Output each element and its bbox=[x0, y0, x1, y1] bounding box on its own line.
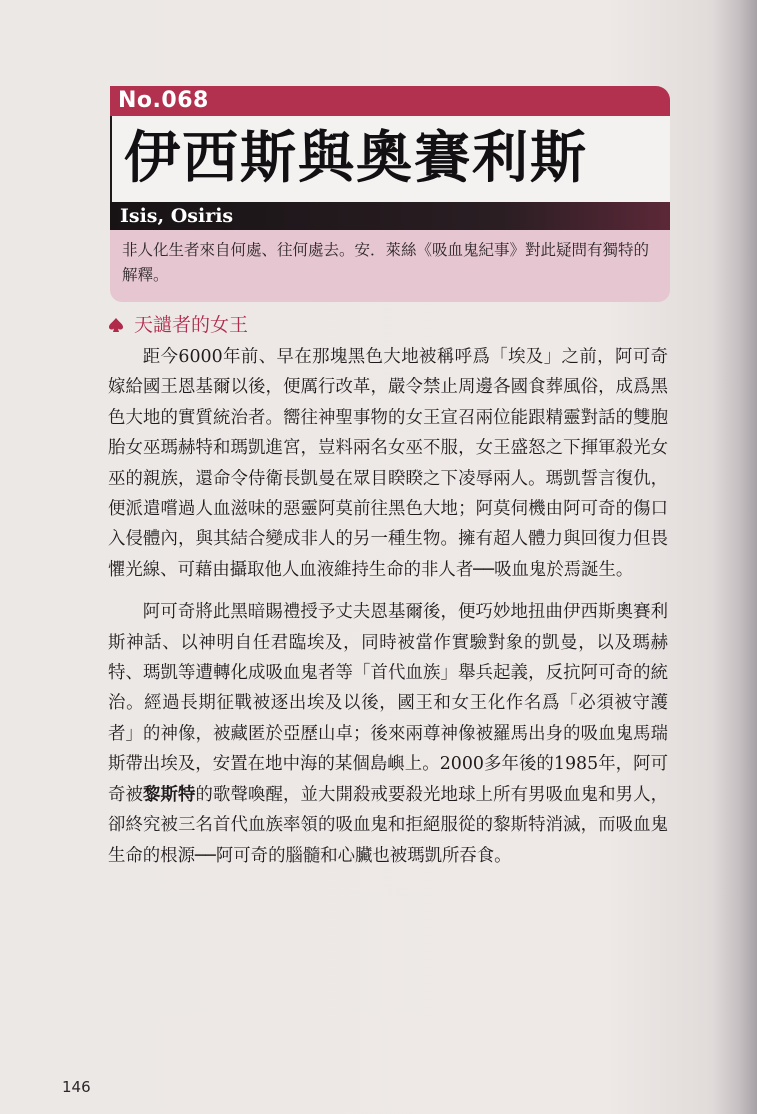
paragraph-1: 距今6000年前、早在那塊黑色大地被稱呼爲「埃及」之前，阿可奇嫁給國王恩基爾以後，便厲行改革，嚴令禁止周邊各國食葬風俗，成爲黑色大地的實質統治者。嚮往神聖事物的女王宣召兩位能跟精靈對話的雙胞胎女巫瑪赫特和瑪凱進宮，豈料兩名女巫不服，女王盛怒之下揮軍殺光女巫的親族，還命令侍衛長凱曼在眾目睽睽之下凌辱兩人。瑪凱誓言復仇，便派遣嚐過人血滋味的惡靈阿莫前往黑色大地；阿莫伺機由阿可奇的傷口入侵體內，與其結合變成非人的另一種生物。擁有超人體力與回復力但畏懼光線、可藉由攝取他人血液維持生命的非人者──吸血鬼於焉誕生。 bbox=[108, 347, 668, 580]
entry-number-bar bbox=[110, 86, 670, 116]
paragraph-2 bbox=[108, 597, 668, 871]
page-gutter-shadow bbox=[713, 0, 757, 1114]
section-heading bbox=[108, 310, 248, 340]
section-heading-text: 天譴者的女王 bbox=[134, 314, 249, 336]
paragraph-2-part-1: 阿可奇將此黑暗賜禮授予丈夫恩基爾後，便巧妙地扭曲伊西斯奧賽利斯神話、以神明自任君臨埃及，同時被當作實驗對象的凱曼，以及瑪赫特、瑪凱等遭轉化成吸血鬼者等「首代血族」舉兵起義，反抗阿可奇的統治。經過長期征戰被逐出埃及以後，國王和女王化作名爲「必須被守護者」的神像，被藏匿於亞歷山卓；後來兩尊神像被羅馬出身的吸血鬼馬瑞斯帶出埃及，安置在地中海的某個島嶼上。2000多年後的1985年，阿可奇被 bbox=[108, 602, 668, 805]
body-text bbox=[108, 342, 668, 871]
page-subtitle: Isis, Osiris bbox=[120, 205, 234, 227]
subtitle-bar bbox=[110, 202, 670, 230]
page-title: 伊西斯與奧賽利斯 bbox=[124, 126, 588, 191]
summary-text: 非人化生者來自何處、往何處去。安．萊絲《吸血鬼紀事》對此疑問有獨特的解釋。 bbox=[122, 241, 650, 284]
paragraph-2-part-2: 的歌聲喚醒，並大開殺戒要殺光地球上所有男吸血鬼和男人，卻終究被三名首代血族率領的吸血鬼和拒絕服從的黎斯特消滅，而吸血鬼生命的根源──阿可奇的腦髓和心臟也被瑪凱所吞食。 bbox=[108, 784, 668, 866]
page-number: 146 bbox=[62, 1078, 91, 1096]
entry-header bbox=[110, 86, 670, 304]
emphasized-name: 黎斯特 bbox=[143, 784, 196, 805]
title-box bbox=[110, 116, 670, 202]
spade-icon bbox=[108, 314, 130, 336]
summary-box bbox=[110, 230, 670, 302]
entry-number: No.068 bbox=[118, 88, 209, 113]
